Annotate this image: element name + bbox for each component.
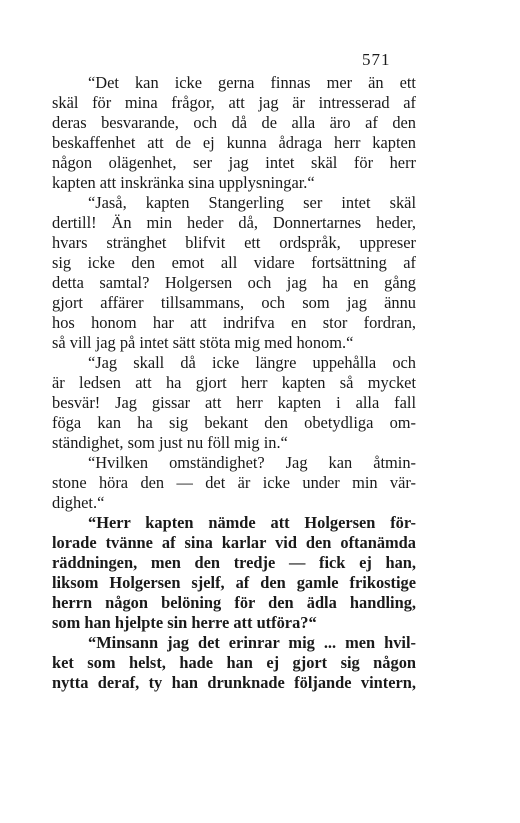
text-line: nytta deraf, ty han drunknade följande vintern, (52, 673, 416, 692)
text-line: är ledsen att ha gjort herr kapten så mycket (52, 373, 416, 392)
text-line: föga kan ha sig bekant den obetydliga om- (52, 413, 416, 432)
text-line: lorade tvänne af sina karlar vid den oftanämda (52, 533, 416, 552)
text-line: så vill jag på intet sätt stöta mig med honom.“ (52, 333, 354, 352)
text-line: skäl för mina frågor, att jag är intresserad af (52, 93, 416, 112)
text-line: liksom Holgersen sjelf, af den gamle frikostige (52, 573, 416, 592)
text-line: sig icke den emot all vidare fortsättning af (52, 253, 416, 272)
text-line: “Minsann jag det erinrar mig ... men hvil- (88, 633, 416, 652)
text-line: dighet.“ (52, 493, 105, 512)
text-line: stone höra den — det är icke under min vär- (52, 473, 416, 492)
text-line: “Det kan icke gerna finnas mer än ett (88, 73, 416, 92)
body-text (52, 73, 416, 693)
text-line: hos honom har att indrifva en stor fordran, (52, 313, 416, 332)
text-line: dertill! Än min heder då, Donnertarnes heder, (52, 213, 416, 232)
text-line: “Hvilken omständighet? Jag kan åtmin- (88, 453, 416, 472)
text-line: kapten att inskränka sina upplysningar.“ (52, 173, 315, 192)
text-line: beskaffenhet att de ej kunna ådraga herr kapten (52, 133, 416, 152)
text-line: ket som helst, hade han ej gjort sig någon (52, 653, 416, 672)
text-line: herrn någon belöning för den ädla handling, (52, 593, 416, 612)
text-line: besvär! Jag gissar att herr kapten i alla fall (52, 393, 416, 412)
text-line: detta samtal? Holgersen och jag ha en gång (52, 273, 416, 292)
text-line: “Herr kapten nämde att Holgersen för- (88, 513, 416, 532)
text-line: “Jaså, kapten Stangerling ser intet skäl (88, 193, 416, 212)
text-line: deras besvarande, och då de alla äro af den (52, 113, 416, 132)
text-line: någon olägenhet, ser jag intet skäl för herr (52, 153, 416, 172)
text-line: räddningen, men den tredje — fick ej han, (52, 553, 416, 572)
page-number: 571 (362, 50, 391, 69)
text-line: hvars stränghet blifvit ett ordspråk, uppreser (52, 233, 416, 252)
text-line: gjort affärer tillsammans, och som jag ännu (52, 293, 416, 312)
text-line: ständighet, som just nu föll mig in.“ (52, 433, 288, 452)
text-line: “Jag skall då icke längre uppehålla och (88, 353, 416, 372)
text-line: som han hjelpte sin herre att utföra?“ (52, 613, 317, 632)
